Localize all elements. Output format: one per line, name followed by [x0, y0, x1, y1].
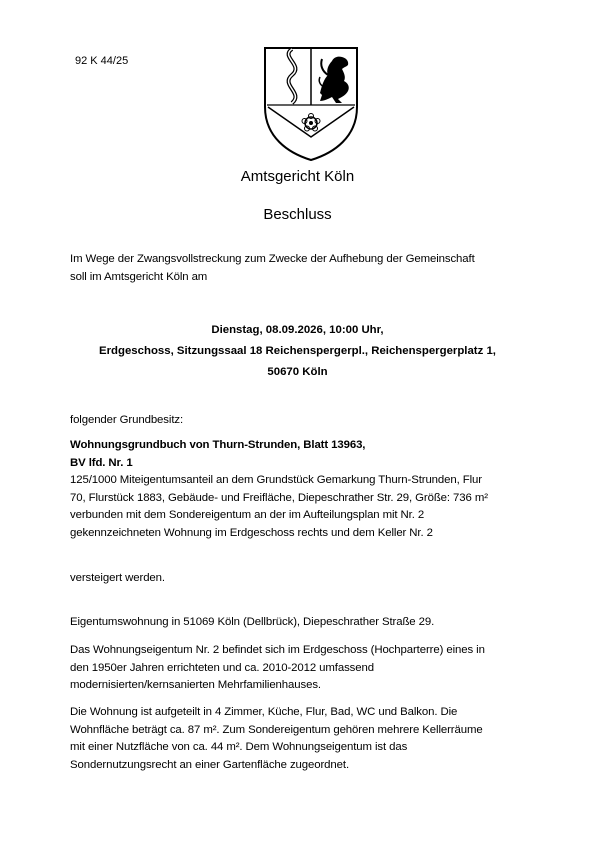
register-line: BV lfd. Nr. 1: [70, 456, 133, 469]
property-line: 70, Flurstück 1883, Gebäude- und Freifläche, Diepeschrather Str. 29, Größe: 736 m²: [70, 491, 488, 504]
apartment-line: mit einer Nutzfläche von ca. 44 m². Dem Wohnungseigentum ist das: [70, 741, 408, 753]
appointment-line: Dienstag, 08.09.2026, 10:00 Uhr,: [211, 324, 384, 336]
file-number: 92 K 44/25: [75, 55, 129, 67]
intro-paragraph: [70, 251, 540, 286]
appointment-block: [0, 320, 595, 383]
property-line: verbunden mit dem Sondereigentum an der im Aufteilungsplan mit Nr. 2: [70, 509, 425, 521]
register-line: Wohnungsgrundbuch von Thurn-Strunden, Blatt 13963,: [70, 439, 366, 451]
auctioned-text: [70, 570, 540, 588]
apartment-line: Sondernutzungsrecht an einer Gartenfläche zugeordnet.: [70, 758, 350, 771]
document-title: Beschluss: [263, 206, 332, 223]
register-block: [70, 437, 540, 472]
apartment-paragraph: [70, 704, 540, 774]
appointment-line: 50670 Köln: [267, 366, 328, 378]
building-paragraph: [70, 642, 540, 695]
property-line: 125/1000 Miteigentumsanteil an dem Grundstück Gemarkung Thurn-Strunden, Flur: [70, 474, 482, 486]
building-line: Das Wohnungseigentum Nr. 2 befindet sich im Erdgeschoss (Hochparterre) eines in: [70, 644, 485, 656]
auctioned-line: versteigert werden.: [70, 572, 165, 584]
location-text: [70, 614, 540, 632]
intro-line: soll im Amtsgericht Köln am: [70, 270, 208, 283]
coat-of-arms-icon: [262, 45, 360, 163]
location-line: Eigentumswohnung in 51069 Köln (Dellbrück), Diepeschrather Straße 29.: [70, 616, 435, 628]
appointment-line: Erdgeschoss, Sitzungssaal 18 Reichenspergerpl., Reichenspergerplatz 1,: [99, 345, 496, 357]
following-text: [70, 412, 540, 430]
intro-line: Im Wege der Zwangsvollstreckung zum Zwecke der Aufhebung der Gemeinschaft: [70, 253, 475, 265]
building-line: den 1950er Jahren errichteten und ca. 2010-2012 umfassend: [70, 661, 374, 674]
apartment-line: Wohnfläche beträgt ca. 87 m². Zum Sondereigentum gehören mehrere Kellerräume: [70, 723, 483, 736]
property-description: [70, 472, 540, 542]
following-line: folgender Grundbesitz:: [70, 414, 184, 426]
property-line: gekennzeichneten Wohnung im Erdgeschoss rechts und dem Keller Nr. 2: [70, 526, 433, 539]
building-line: modernisierten/kernsanierten Mehrfamilienhauses.: [70, 679, 321, 691]
court-name: Amtsgericht Köln: [240, 168, 355, 185]
apartment-line: Die Wohnung ist aufgeteilt in 4 Zimmer, Küche, Flur, Bad, WC und Balkon. Die: [70, 706, 458, 718]
